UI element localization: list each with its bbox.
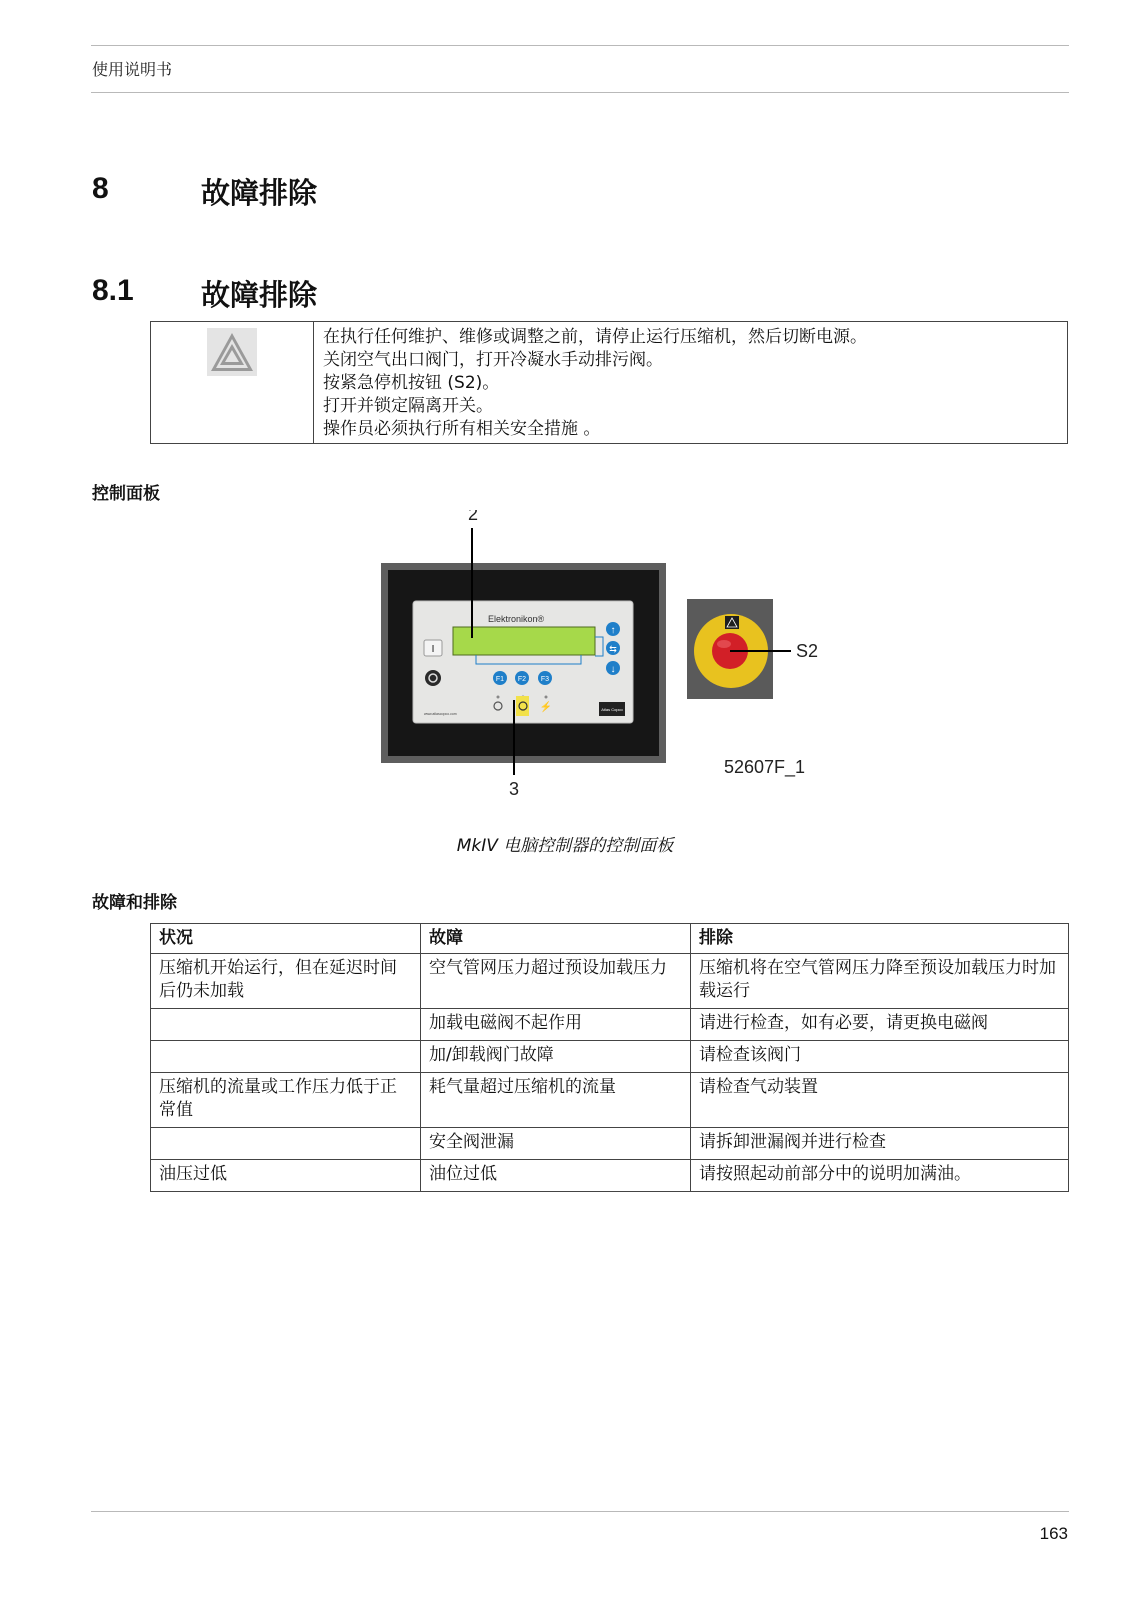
table-cell — [151, 1128, 421, 1160]
stop-key — [425, 670, 441, 686]
callout-2: 2 — [467, 510, 479, 524]
svg-text:www.atlascopco.com: www.atlascopco.com — [424, 712, 457, 716]
voltage-icon: ⚡ — [539, 702, 553, 713]
svg-text:↓: ↓ — [610, 664, 616, 675]
control-panel-heading: 控制面板 — [92, 484, 160, 504]
footer-rule — [91, 1511, 1069, 1512]
page-number: 163 — [1039, 1524, 1068, 1543]
header-rule — [91, 92, 1069, 93]
column-header: 排除 — [691, 924, 1069, 954]
table-row — [151, 1041, 1069, 1073]
svg-text:F1: F1 — [495, 676, 505, 683]
warning-divider — [313, 322, 314, 443]
section-number: 8 — [92, 172, 109, 205]
warning-line: 按紧急停机按钮 (S2)。 — [323, 373, 500, 393]
table-cell: 安全阀泄漏 — [421, 1128, 691, 1160]
warning-line: 关闭空气出口阀门，打开冷凝水手动排污阀。 — [323, 350, 663, 370]
table-row — [151, 954, 1069, 1009]
table-cell: 请进行检查，如有必要，请更换电磁阀 — [691, 1009, 1069, 1041]
table-cell — [151, 1009, 421, 1041]
table-cell: 油位过低 — [421, 1160, 691, 1192]
fault-table — [150, 923, 1069, 1192]
table-cell: 请检查该阀门 — [691, 1041, 1069, 1073]
svg-text:F2: F2 — [517, 676, 527, 683]
table-cell: 压缩机开始运行，但在延迟时间后仍未加载 — [151, 954, 421, 1009]
table-row — [151, 1160, 1069, 1192]
table-cell: 请检查气动装置 — [691, 1073, 1069, 1128]
table-cell: 空气管网压力超过预设加载压力 — [421, 954, 691, 1009]
svg-text:↑: ↑ — [610, 625, 616, 636]
warning-text — [323, 326, 867, 441]
table-cell: 耗气量超过压缩机的流量 — [421, 1073, 691, 1128]
svg-text:I: I — [431, 644, 435, 655]
warning-triangle-icon — [207, 328, 257, 376]
table-cell: 加/卸载阀门故障 — [421, 1041, 691, 1073]
table-row — [151, 1128, 1069, 1160]
control-panel-figure — [378, 510, 858, 810]
table-row — [151, 1073, 1069, 1128]
column-header: 状况 — [151, 924, 421, 954]
top-rule — [91, 45, 1069, 46]
callout-s2: S2 — [796, 641, 819, 661]
svg-text:F3: F3 — [540, 676, 550, 683]
figure-caption: MkIV 电脑控制器的控制面板 — [456, 836, 674, 856]
subsection-title: 故障排除 — [201, 278, 318, 312]
fault-table-heading: 故障和排除 — [92, 893, 177, 913]
warning-line: 打开并锁定隔离开关。 — [323, 396, 493, 416]
table-cell: 加载电磁阀不起作用 — [421, 1009, 691, 1041]
svg-text:⇆: ⇆ — [609, 644, 617, 654]
running-title: 使用说明书 — [92, 60, 173, 79]
warning-line: 在执行任何维护、维修或调整之前，请停止运行压缩机，然后切断电源。 — [323, 327, 867, 347]
table-cell — [151, 1041, 421, 1073]
section-title: 故障排除 — [201, 176, 318, 210]
safety-warning-box — [150, 321, 1068, 444]
column-header: 故障 — [421, 924, 691, 954]
table-cell: 请按照起动前部分中的说明加满油。 — [691, 1160, 1069, 1192]
lcd-display — [453, 627, 595, 655]
warning-line: 操作员必须执行所有相关安全措施 。 — [323, 419, 601, 439]
table-cell: 请拆卸泄漏阀并进行检查 — [691, 1128, 1069, 1160]
table-cell: 油压过低 — [151, 1160, 421, 1192]
table-header-row — [151, 924, 1069, 954]
brand-label: Elektronikon® — [488, 614, 545, 624]
table-row — [151, 1009, 1069, 1041]
subsection-number: 8.1 — [92, 274, 134, 307]
callout-3: 3 — [508, 779, 520, 799]
svg-text:Atlas Copco: Atlas Copco — [601, 707, 623, 712]
table-cell: 压缩机的流量或工作压力低于正常值 — [151, 1073, 421, 1128]
table-cell: 压缩机将在空气管网压力降至预设加载压力时加载运行 — [691, 954, 1069, 1009]
figure-id: 52607F_1 — [724, 757, 806, 777]
